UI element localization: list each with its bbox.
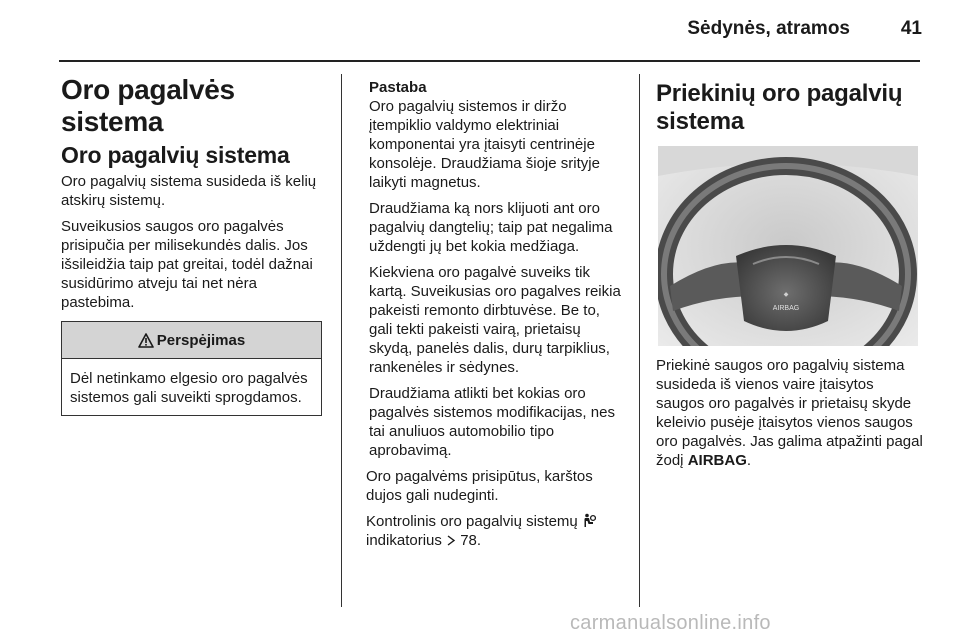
paragraph: Oro pagalvių sistema susideda iš kelių atskirų sistemų. — [61, 173, 317, 209]
note-paragraph: Draudžiama ką nors klijuoti ant oro pagalvių dangtelių; taip pat negalima uždengti jų bet kokia medžiaga. — [369, 200, 613, 255]
airbag-description: Priekinė saugos oro pagalvių sistema susideda iš vienos vaire įtaisytos saugos oro pagalvės ir prietaisų skyde keleivio pusėje įtaisytos vienos saugos oro pagalvės. Jas galima atpažinti pagal žodį — [656, 357, 923, 469]
page-reference[interactable]: 78. — [460, 532, 482, 549]
indicator-text: Kontrolinis oro pagalvių sistemų — [366, 513, 578, 530]
column-1 — [61, 74, 323, 416]
svg-text:◆: ◆ — [783, 292, 789, 298]
warning-box — [61, 321, 322, 416]
paragraph: Suveikusios saugos oro pagalvės prisipučia per milisekundės dalis. Jos išsileidžia taip pat greitai, todėl dažnai susidūrimo atveju tai net nėra pastebima. — [61, 218, 313, 311]
paragraph — [656, 356, 924, 470]
column-2 — [366, 78, 625, 557]
column-rule-left — [341, 74, 342, 607]
page-number: 41 — [900, 18, 922, 39]
airbag-description-end: . — [746, 452, 752, 469]
warning-triangle-icon — [138, 333, 154, 348]
column-3 — [656, 78, 924, 477]
note-paragraph: Draudžiama atlikti bet kokias oro pagalvės sistemos modifikacijas, nes tai anuliuos automobilio tipo aprobavimą. — [369, 385, 615, 459]
column-rule-right — [639, 74, 640, 607]
warning-body — [62, 359, 321, 415]
page-reference-icon[interactable] — [446, 534, 456, 547]
section-title: Priekinių oro pagalvių sistema — [656, 80, 903, 135]
note-label: Pastaba — [369, 79, 427, 96]
page-header-title: Sėdynės, atramos — [687, 18, 850, 39]
note-paragraph: Kiekviena oro pagalvė suveiks tik kartą. Suveikusias oro pagalves reikia pakeisti remonto dirbtuvėse. Be to, gali tekti pakeisti vairą, prietaisų skydą, panelės dalis, durų tarpiklius, rankenėles ir sėdynes. — [369, 264, 621, 376]
airbag-indicator-icon — [582, 513, 596, 528]
note-paragraph: Oro pagalvių sistemos ir diržo įtempiklio valdymo elektriniai komponentai yra įtaisyti centrinėje konsolėje. Draudžiama šioje srityje laikyti magnetus. — [369, 98, 600, 191]
paragraph: Oro pagalvėms prisipūtus, karštos dujos gali nudeginti. — [366, 468, 593, 504]
warning-header — [62, 322, 321, 359]
header-rule — [59, 60, 920, 62]
airbag-label: AIRBAG — [772, 305, 800, 312]
paragraph — [366, 512, 625, 550]
steering-wheel-airbag-image — [658, 146, 918, 346]
warning-title: Perspėjimas — [156, 331, 246, 349]
subsection-title: Oro pagalvių sistema — [61, 142, 290, 168]
section-title: Oro pagalvės sistema — [61, 74, 235, 137]
indicator-text: indikatorius — [366, 532, 442, 549]
warning-text: Dėl netinkamo elgesio oro pagalvės sistemos gali suveikti sprogdamos. — [70, 370, 308, 406]
watermark: carmanualsonline.info — [570, 612, 771, 634]
airbag-word: AIRBAG — [687, 452, 747, 469]
